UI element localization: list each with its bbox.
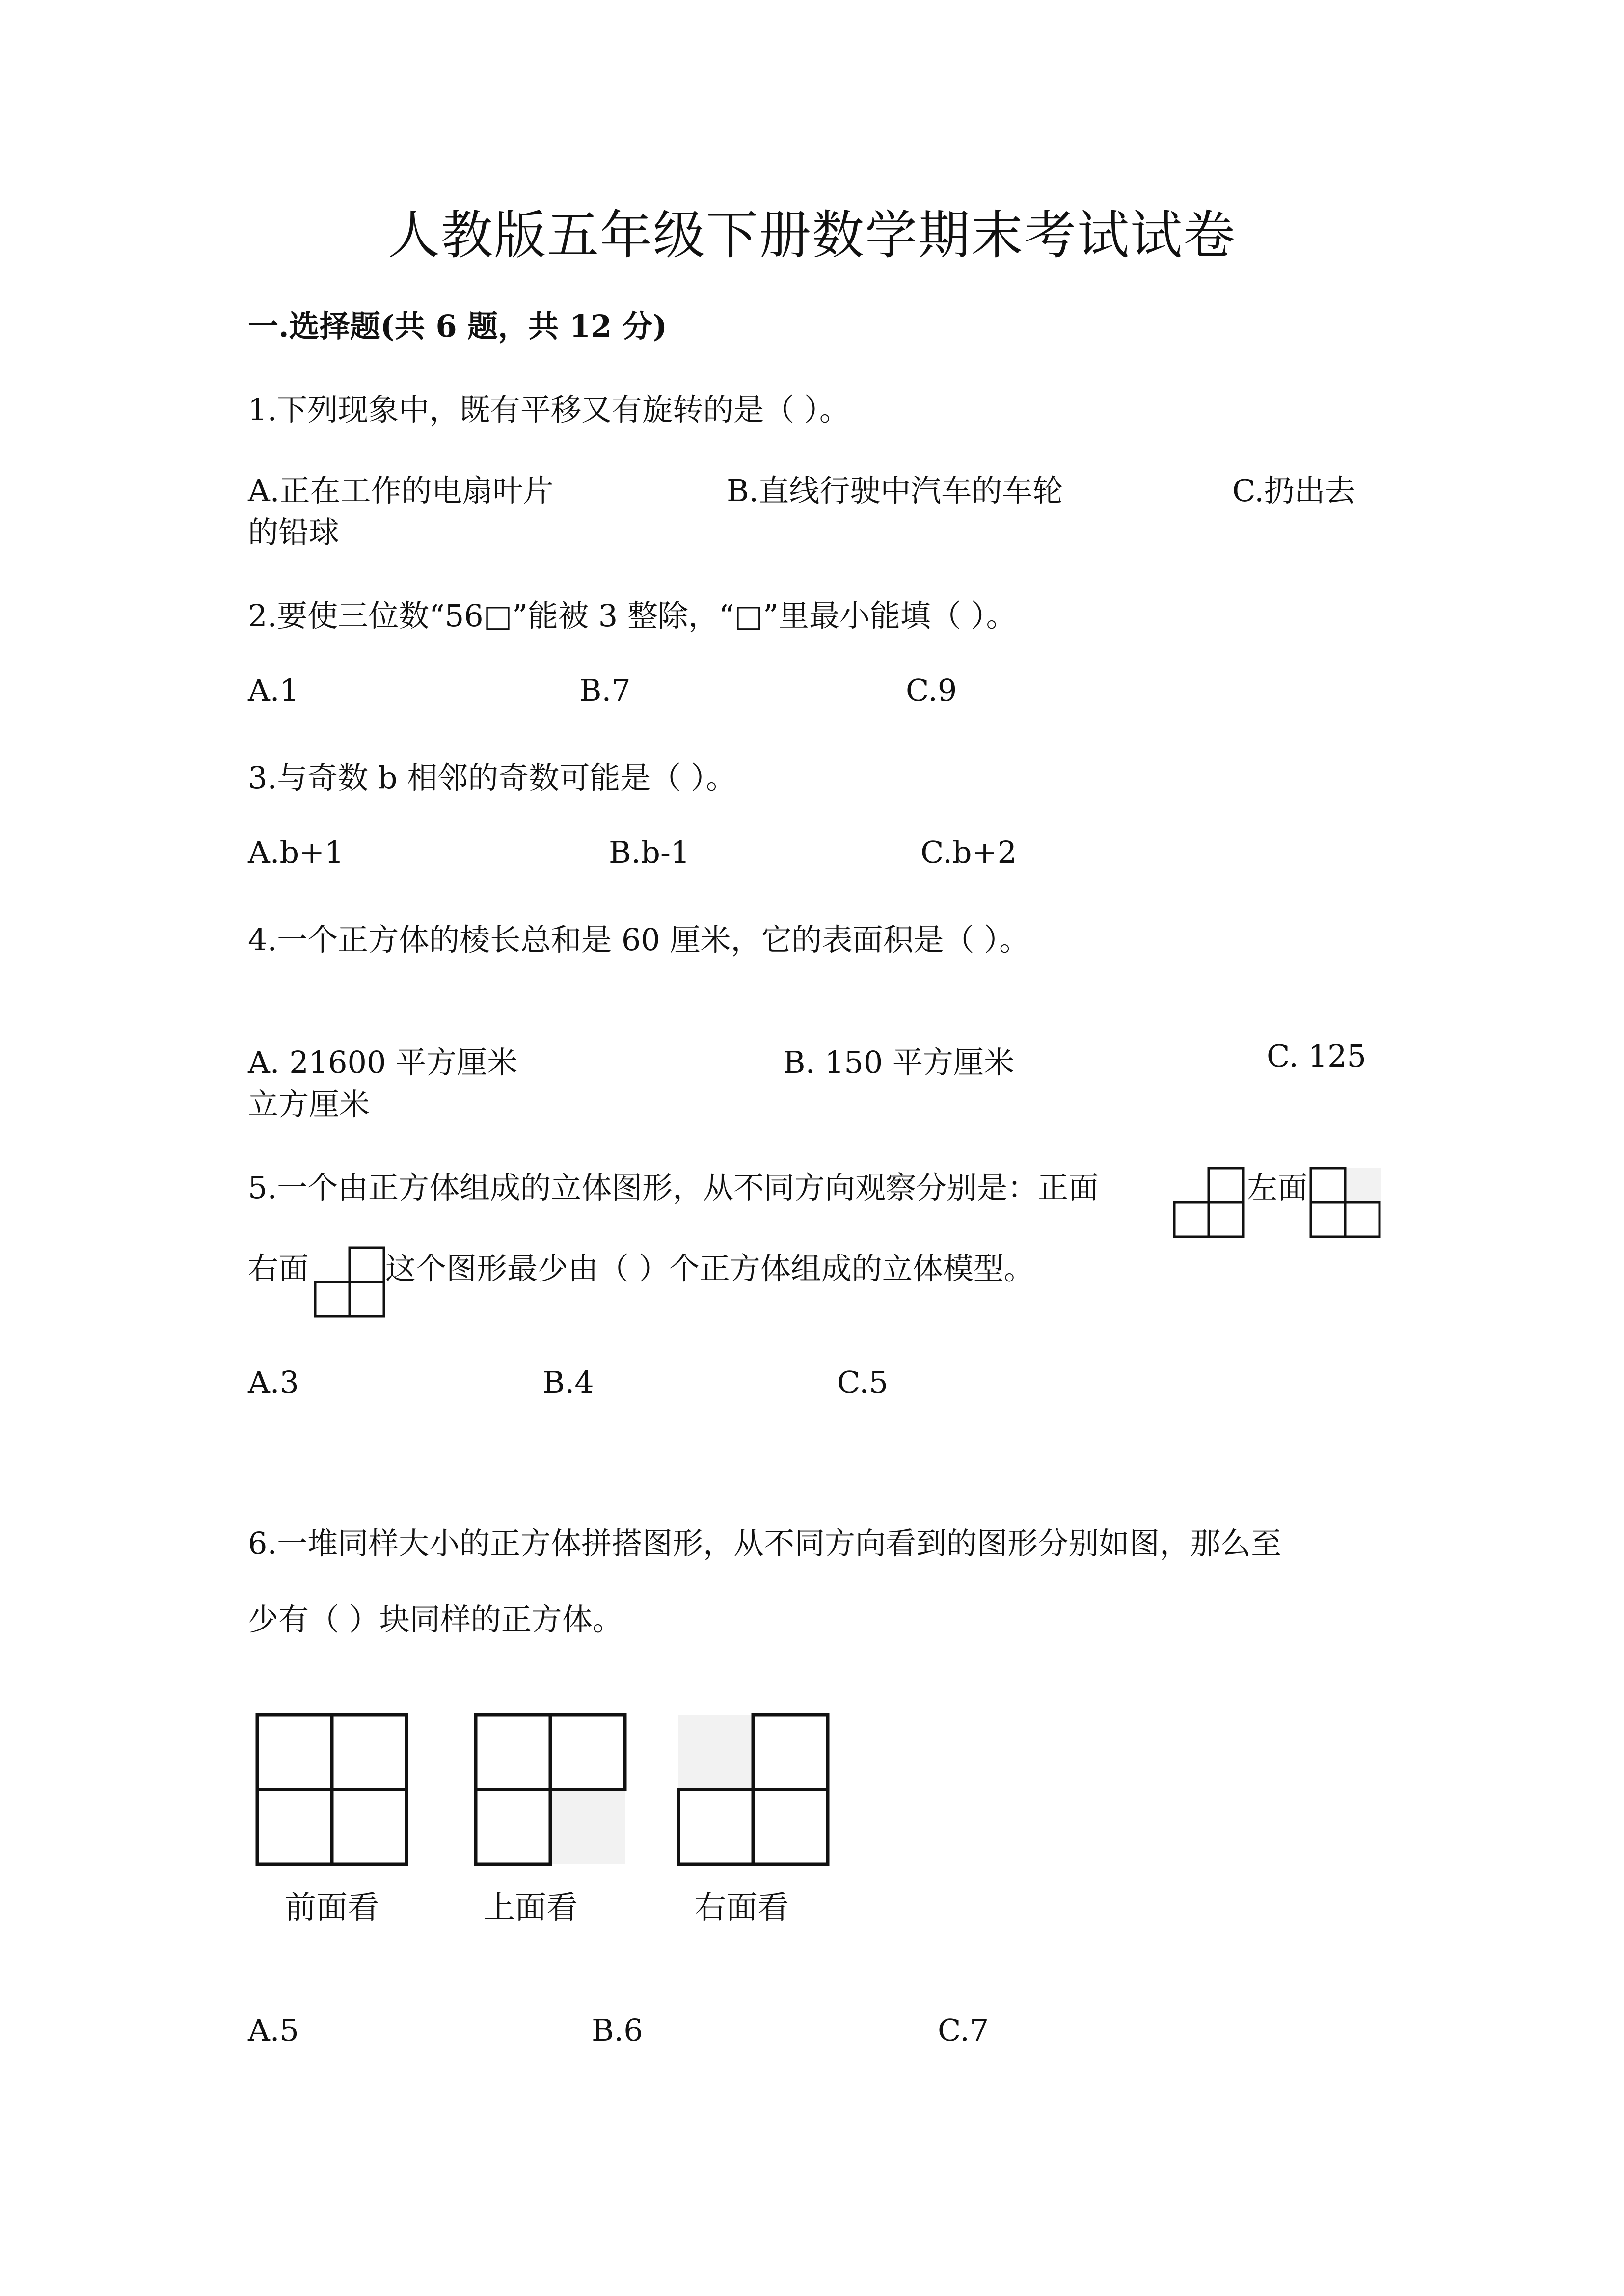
question-6-front-view-figure: [255, 1713, 410, 1868]
question-5-front-view-figure: [1173, 1167, 1245, 1238]
question-5-option-a: A.3: [248, 1364, 299, 1400]
question-4-option-c-wrap: 立方厘米: [248, 1086, 370, 1122]
question-2-option-b: B.7: [579, 672, 631, 708]
section-heading: 一.选择题(共 6 题，共 12 分): [248, 308, 668, 344]
question-6-top-view-figure: [474, 1713, 628, 1868]
question-4-stem: 4.一个正方体的棱长总和是 60 厘米，它的表面积是（ ）。: [248, 922, 1030, 958]
question-5-right-view-figure: [314, 1247, 385, 1318]
question-6-caption-front: 前面看: [285, 1890, 379, 1926]
question-1-option-c: C.扔出去: [1232, 473, 1355, 508]
question-2-option-c: C.9: [906, 672, 957, 708]
question-6-caption-right: 右面看: [695, 1890, 789, 1926]
question-2-option-a: A.1: [248, 672, 299, 708]
question-5-option-c: C.5: [837, 1364, 889, 1400]
question-6-caption-top: 上面看: [484, 1890, 578, 1926]
question-6-stem-line2: 少有（ ）块同样的正方体。: [248, 1602, 623, 1637]
question-4-option-c: C. 125: [1267, 1038, 1366, 1074]
question-3-option-a: A.b+1: [248, 834, 344, 870]
question-6-option-c: C.7: [938, 2012, 989, 2048]
question-5-option-b: B.4: [542, 1364, 594, 1400]
question-3-stem: 3.与奇数 b 相邻的奇数可能是（ ）。: [248, 760, 736, 796]
question-6-option-a: A.5: [248, 2012, 299, 2048]
question-3-option-b: B.b-1: [609, 834, 690, 870]
question-6-stem-line1: 6.一堆同样大小的正方体拼搭图形，从不同方向看到的图形分别如图，那么至: [248, 1525, 1282, 1561]
question-4-option-b: B. 150 平方厘米: [783, 1044, 1015, 1080]
question-5-stem-part4: 这个图形最少由（ ）个正方体组成的立体模型。: [385, 1251, 1034, 1286]
question-5-stem-part2: 左面: [1247, 1170, 1308, 1205]
question-1-option-a: A.正在工作的电扇叶片: [248, 473, 554, 508]
question-3-option-c: C.b+2: [920, 834, 1017, 870]
question-1-option-b: B.直线行驶中汽车的车轮: [727, 473, 1063, 508]
question-6-right-view-figure: [677, 1713, 831, 1868]
page-title: 人教版五年级下册数学期末考试试卷: [388, 205, 1236, 266]
question-1-stem: 1.下列现象中，既有平移又有旋转的是（ ）。: [248, 392, 850, 427]
question-5-stem-part3: 右面: [248, 1251, 309, 1286]
question-5-left-view-figure: [1310, 1167, 1383, 1238]
question-5-stem-part1: 5.一个由正方体组成的立体图形，从不同方向观察分别是：正面: [248, 1170, 1099, 1205]
question-2-stem: 2.要使三位数“56□”能被 3 整除，“□”里最小能填（ ）。: [248, 598, 1017, 634]
question-1-option-c-wrap: 的铅球: [248, 514, 340, 550]
question-6-option-b: B.6: [592, 2012, 643, 2048]
question-4-option-a: A. 21600 平方厘米: [248, 1044, 518, 1080]
